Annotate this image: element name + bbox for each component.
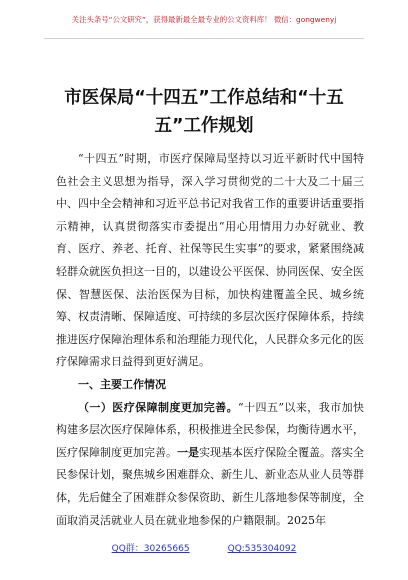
section-heading: 一、主要工作情况: [78, 377, 166, 391]
sub-text-2: 实现基本医疗保险全覆盖。落实全民参保计划，聚焦城乡困难群众、新生儿、新业态从业人员等群体，先后健全了困难群众参保资助、新生儿落地参保等制度，全面取消灵活就业人员在就业地参保的户籍限制。2025年: [56, 445, 364, 527]
document-body: [56, 148, 364, 532]
footer-qq-group[interactable]: QQ群：30265665: [111, 544, 190, 554]
bold-phrase: 一是: [177, 445, 199, 459]
title-line-2: 五”工作规划: [154, 116, 254, 136]
document-title: [40, 84, 368, 140]
sub-paragraph: [56, 397, 364, 533]
intro-paragraph: “十四五”时期，市医疗保障局坚持以习近平新时代中国特色社会主义思想为指导，深入学习贯彻党的二十大及二十届三中、四中全会精神和习近平总书记对我省工作的重要讲话重要指示精神，认真贯彻落实市委提出“用心用情用力办好就业、教育、医疗、养老、托育、社保等民生实事”的要求，紧紧围绕减轻群众就医负担这一目的，以建设公平医保、协同医保、安全医保、智慧医保、法治医保为目标，加快构建覆盖全民、城乡统筹、权责清晰、保障适度、可持续的多层次医疗保障体系，持续推进医疗保障治理体系和治理能力现代化，人民群众多元化的医疗保障需求日益得到更好满足。: [56, 152, 364, 369]
title-line-1: 市医保局“十四五”工作总结和“十五: [64, 88, 344, 108]
header-divider: [44, 38, 364, 39]
sub-text-1: “十四五”以来，我市加快构建多层次医疗保障体系，积极推进全民参保，均衡待遇水平，医疗保障制度更加完善。: [56, 400, 365, 459]
sub-heading: （一）医疗保障制度更加完善。: [78, 400, 239, 414]
footer-contact: [0, 541, 408, 554]
footer-qq[interactable]: QQ:535304092: [227, 544, 297, 554]
header-note: 关注头条号“公文研究”，获得最新最全最专业的公文资料库！ 微信：gongwenyj: [71, 15, 337, 24]
